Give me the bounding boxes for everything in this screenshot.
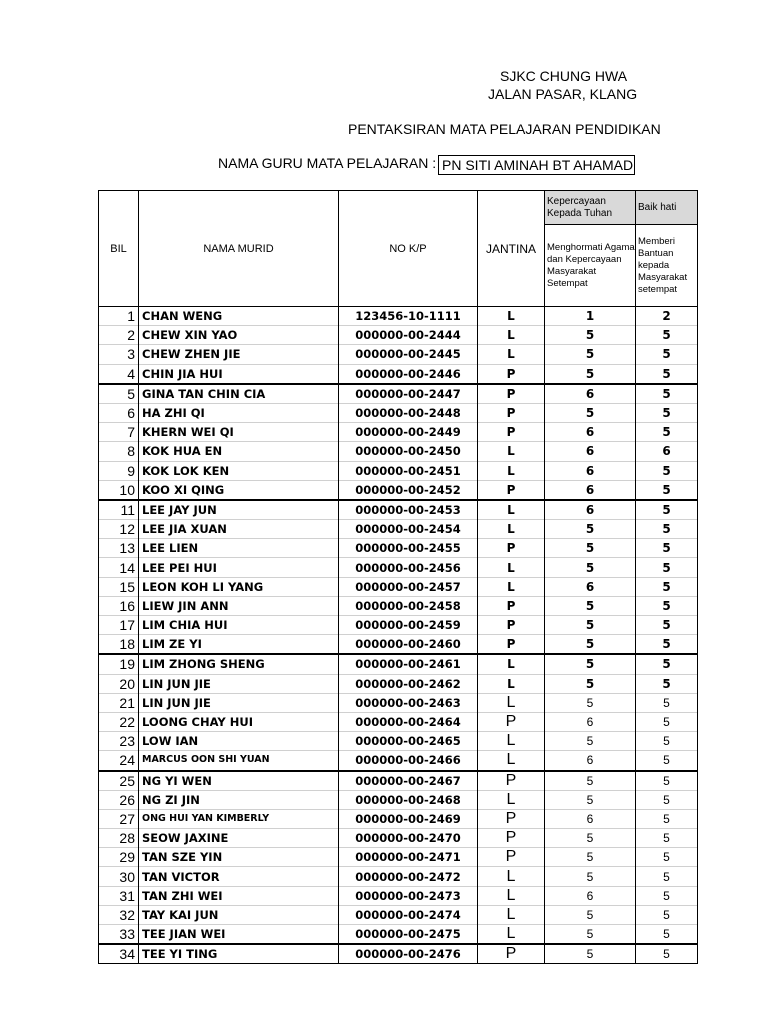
student-assessment-table [98, 190, 698, 964]
cell-ic[interactable]: 000000-00-2473 [339, 886, 478, 905]
cell-bil[interactable]: 25 [99, 771, 139, 791]
cell-name[interactable]: LIN JUN JIE [139, 674, 339, 693]
cell-bil[interactable]: 5 [99, 384, 139, 404]
cell-bil[interactable]: 23 [99, 732, 139, 751]
cell-gender[interactable]: P [478, 771, 545, 791]
cell-score-kepercayaan[interactable]: 5 [545, 732, 636, 751]
table-row [99, 674, 698, 693]
cell-ic[interactable]: 000000-00-2447 [339, 384, 478, 404]
cell-name[interactable]: TEE JIAN WEI [139, 925, 339, 945]
cell-bil[interactable]: 7 [99, 423, 139, 442]
cell-score-kepercayaan[interactable]: 5 [545, 558, 636, 577]
table-row [99, 539, 698, 558]
cell-gender[interactable]: L [478, 732, 545, 751]
cell-score-baik-hati[interactable]: 5 [636, 925, 698, 945]
cell-ic[interactable]: 123456-10-1111 [339, 307, 478, 326]
cell-bil[interactable]: 19 [99, 654, 139, 674]
cell-score-kepercayaan[interactable]: 6 [545, 809, 636, 828]
cell-score-baik-hati[interactable]: 5 [636, 364, 698, 384]
cell-ic[interactable]: 000000-00-2469 [339, 809, 478, 828]
cell-score-baik-hati[interactable]: 5 [636, 905, 698, 924]
cell-name[interactable]: LEE JIA XUAN [139, 520, 339, 539]
cell-gender[interactable]: P [478, 829, 545, 848]
cell-gender[interactable]: P [478, 616, 545, 635]
cell-bil[interactable]: 15 [99, 577, 139, 596]
cell-score-baik-hati[interactable]: 5 [636, 771, 698, 791]
cell-name[interactable]: LIM ZE YI [139, 635, 339, 655]
cell-bil[interactable]: 1 [99, 307, 139, 326]
cell-score-kepercayaan[interactable]: 5 [545, 364, 636, 384]
table-row [99, 905, 698, 924]
cell-name[interactable]: LEON KOH LI YANG [139, 577, 339, 596]
table-row [99, 867, 698, 886]
cell-score-baik-hati[interactable]: 5 [636, 848, 698, 867]
table-row [99, 596, 698, 615]
cell-name[interactable]: SEOW JAXINE [139, 829, 339, 848]
cell-score-baik-hati[interactable]: 5 [636, 944, 698, 964]
cell-score-kepercayaan[interactable]: 6 [545, 442, 636, 461]
cell-score-baik-hati[interactable]: 5 [636, 616, 698, 635]
cell-ic[interactable]: 000000-00-2457 [339, 577, 478, 596]
table-row [99, 616, 698, 635]
cell-ic[interactable]: 000000-00-2455 [339, 539, 478, 558]
cell-score-kepercayaan[interactable]: 6 [545, 500, 636, 520]
cell-ic[interactable]: 000000-00-2471 [339, 848, 478, 867]
cell-gender[interactable]: P [478, 809, 545, 828]
cell-bil[interactable]: 2 [99, 326, 139, 345]
table-row [99, 886, 698, 905]
cell-gender[interactable]: P [478, 423, 545, 442]
cell-ic[interactable]: 000000-00-2444 [339, 326, 478, 345]
cell-score-baik-hati[interactable]: 5 [636, 809, 698, 828]
cell-gender[interactable]: L [478, 442, 545, 461]
cell-score-kepercayaan[interactable]: 5 [545, 867, 636, 886]
cell-bil[interactable]: 8 [99, 442, 139, 461]
cell-name[interactable]: TAN VICTOR [139, 867, 339, 886]
cell-bil[interactable]: 10 [99, 480, 139, 500]
cell-score-kepercayaan[interactable]: 6 [545, 384, 636, 404]
cell-bil[interactable]: 29 [99, 848, 139, 867]
cell-gender[interactable]: L [478, 500, 545, 520]
table-row [99, 520, 698, 539]
cell-gender[interactable]: P [478, 384, 545, 404]
cell-bil[interactable]: 21 [99, 693, 139, 712]
table-row [99, 384, 698, 404]
cell-ic[interactable]: 000000-00-2452 [339, 480, 478, 500]
cell-score-kepercayaan[interactable]: 6 [545, 423, 636, 442]
cell-score-baik-hati[interactable]: 5 [636, 596, 698, 615]
cell-bil[interactable]: 14 [99, 558, 139, 577]
cell-bil[interactable]: 9 [99, 461, 139, 480]
cell-name[interactable]: KOK HUA EN [139, 442, 339, 461]
cell-gender[interactable]: L [478, 867, 545, 886]
cell-ic[interactable]: 000000-00-2463 [339, 693, 478, 712]
cell-ic[interactable]: 000000-00-2448 [339, 403, 478, 422]
table-row [99, 654, 698, 674]
cell-score-baik-hati[interactable]: 5 [636, 751, 698, 771]
cell-score-baik-hati[interactable]: 5 [636, 732, 698, 751]
cell-score-baik-hati[interactable]: 5 [636, 384, 698, 404]
cell-score-kepercayaan[interactable]: 5 [545, 616, 636, 635]
cell-score-kepercayaan[interactable]: 6 [545, 577, 636, 596]
cell-gender[interactable]: L [478, 886, 545, 905]
table-row [99, 442, 698, 461]
table-row [99, 751, 698, 771]
cell-ic[interactable]: 000000-00-2468 [339, 790, 478, 809]
cell-name[interactable]: NG YI WEN [139, 771, 339, 791]
cell-score-kepercayaan[interactable]: 6 [545, 886, 636, 905]
cell-name[interactable]: HA ZHI QI [139, 403, 339, 422]
cell-ic[interactable]: 000000-00-2451 [339, 461, 478, 480]
cell-bil[interactable]: 34 [99, 944, 139, 964]
cell-name[interactable]: GINA TAN CHIN CIA [139, 384, 339, 404]
cell-bil[interactable]: 4 [99, 364, 139, 384]
cell-score-kepercayaan[interactable]: 5 [545, 326, 636, 345]
cell-bil[interactable]: 28 [99, 829, 139, 848]
cell-name[interactable]: LEE LIEN [139, 539, 339, 558]
student-rows [99, 307, 698, 964]
cell-score-baik-hati[interactable]: 5 [636, 539, 698, 558]
table-row [99, 944, 698, 964]
table-row [99, 577, 698, 596]
cell-score-kepercayaan[interactable]: 6 [545, 461, 636, 480]
table-row [99, 423, 698, 442]
cell-ic[interactable]: 000000-00-2458 [339, 596, 478, 615]
cell-score-baik-hati[interactable]: 5 [636, 886, 698, 905]
cell-gender[interactable]: P [478, 364, 545, 384]
cell-ic[interactable]: 000000-00-2476 [339, 944, 478, 964]
cell-score-baik-hati[interactable]: 5 [636, 790, 698, 809]
cell-name[interactable]: TEE YI TING [139, 944, 339, 964]
cell-score-baik-hati[interactable]: 5 [636, 829, 698, 848]
cell-score-baik-hati[interactable]: 5 [636, 500, 698, 520]
table-row [99, 829, 698, 848]
cell-gender[interactable]: P [478, 596, 545, 615]
cell-gender[interactable]: L [478, 577, 545, 596]
cell-ic[interactable]: 000000-00-2465 [339, 732, 478, 751]
cell-score-kepercayaan[interactable]: 5 [545, 520, 636, 539]
cell-gender[interactable]: L [478, 674, 545, 693]
cell-gender[interactable]: L [478, 520, 545, 539]
cell-name[interactable]: KOK LOK KEN [139, 461, 339, 480]
cell-gender[interactable]: P [478, 848, 545, 867]
cell-gender[interactable]: L [478, 751, 545, 771]
table-row [99, 461, 698, 480]
cell-ic[interactable]: 000000-00-2459 [339, 616, 478, 635]
cell-name[interactable]: LOW IAN [139, 732, 339, 751]
cell-gender[interactable]: P [478, 403, 545, 422]
cell-name[interactable]: CHEW XIN YAO [139, 326, 339, 345]
cell-ic[interactable]: 000000-00-2454 [339, 520, 478, 539]
cell-score-kepercayaan[interactable]: 5 [545, 693, 636, 712]
table-row [99, 693, 698, 712]
cell-score-baik-hati[interactable]: 5 [636, 577, 698, 596]
cell-score-kepercayaan[interactable]: 5 [545, 345, 636, 364]
teacher-label: NAMA GURU MATA PELAJARAN : [218, 155, 437, 171]
cell-bil[interactable]: 11 [99, 500, 139, 520]
cell-gender[interactable]: L [478, 693, 545, 712]
cell-name[interactable]: TAN ZHI WEI [139, 886, 339, 905]
teacher-name-cell[interactable]: PN SITI AMINAH BT AHAMAD [438, 155, 635, 175]
cell-ic[interactable]: 000000-00-2461 [339, 654, 478, 674]
cell-ic[interactable]: 000000-00-2453 [339, 500, 478, 520]
cell-ic[interactable]: 000000-00-2462 [339, 674, 478, 693]
cell-name[interactable]: KOO XI QING [139, 480, 339, 500]
school-name: SJKC CHUNG HWA [500, 68, 628, 84]
cell-name[interactable]: LOONG CHAY HUI [139, 712, 339, 731]
cell-gender[interactable]: P [478, 539, 545, 558]
school-address: JALAN PASAR, KLANG [488, 86, 638, 102]
cell-score-baik-hati[interactable]: 5 [636, 345, 698, 364]
cell-ic[interactable]: 000000-00-2472 [339, 867, 478, 886]
cell-bil[interactable]: 24 [99, 751, 139, 771]
cell-name[interactable]: TAN SZE YIN [139, 848, 339, 867]
cell-bil[interactable]: 30 [99, 867, 139, 886]
cell-gender[interactable]: P [478, 712, 545, 731]
cell-name[interactable]: LEE JAY JUN [139, 500, 339, 520]
table-row [99, 848, 698, 867]
cell-score-baik-hati[interactable]: 5 [636, 423, 698, 442]
cell-score-baik-hati[interactable]: 5 [636, 326, 698, 345]
table-row [99, 558, 698, 577]
cell-gender[interactable]: L [478, 307, 545, 326]
cell-score-baik-hati[interactable]: 5 [636, 635, 698, 655]
cell-score-kepercayaan[interactable]: 5 [545, 674, 636, 693]
cell-name[interactable]: LEE PEI HUI [139, 558, 339, 577]
cell-gender[interactable]: L [478, 345, 545, 364]
header-group-kepercayaan: Kepercayaan Kepada Tuhan [545, 191, 636, 225]
cell-name[interactable]: LIEW JIN ANN [139, 596, 339, 615]
header-group-baik-hati: Baik hati [636, 191, 698, 225]
table-row [99, 364, 698, 384]
table-row [99, 307, 698, 326]
cell-bil[interactable]: 16 [99, 596, 139, 615]
table-row [99, 771, 698, 791]
cell-score-baik-hati[interactable]: 5 [636, 558, 698, 577]
cell-bil[interactable]: 22 [99, 712, 139, 731]
cell-score-kepercayaan[interactable]: 5 [545, 925, 636, 945]
cell-name[interactable]: MARCUS OON SHI YUAN [139, 751, 339, 771]
header-bil: BIL [99, 191, 139, 307]
cell-name[interactable]: ONG HUI YAN KIMBERLY [139, 809, 339, 828]
header-sub-baik-hati: Memberi Bantuan kepada Masyarakat setempat [636, 225, 698, 307]
cell-score-kepercayaan[interactable]: 5 [545, 829, 636, 848]
cell-score-kepercayaan[interactable]: 5 [545, 905, 636, 924]
cell-score-kepercayaan[interactable]: 6 [545, 480, 636, 500]
cell-bil[interactable]: 26 [99, 790, 139, 809]
cell-score-baik-hati[interactable]: 5 [636, 867, 698, 886]
cell-gender[interactable]: L [478, 326, 545, 345]
cell-name[interactable]: CHAN WENG [139, 307, 339, 326]
cell-ic[interactable]: 000000-00-2445 [339, 345, 478, 364]
table-row [99, 809, 698, 828]
cell-bil[interactable]: 6 [99, 403, 139, 422]
cell-ic[interactable]: 000000-00-2460 [339, 635, 478, 655]
table-row [99, 790, 698, 809]
cell-bil[interactable]: 20 [99, 674, 139, 693]
cell-bil[interactable]: 18 [99, 635, 139, 655]
cell-score-kepercayaan[interactable]: 5 [545, 790, 636, 809]
cell-ic[interactable]: 000000-00-2474 [339, 905, 478, 924]
table-row [99, 500, 698, 520]
cell-bil[interactable]: 27 [99, 809, 139, 828]
cell-score-kepercayaan[interactable]: 5 [545, 771, 636, 791]
cell-ic[interactable]: 000000-00-2450 [339, 442, 478, 461]
cell-bil[interactable]: 32 [99, 905, 139, 924]
table-row [99, 403, 698, 422]
cell-gender[interactable]: L [478, 790, 545, 809]
cell-gender[interactable]: L [478, 925, 545, 945]
table-row [99, 712, 698, 731]
cell-score-baik-hati[interactable]: 5 [636, 480, 698, 500]
cell-score-baik-hati[interactable]: 5 [636, 674, 698, 693]
cell-name[interactable]: LIN JUN JIE [139, 693, 339, 712]
cell-gender[interactable]: L [478, 905, 545, 924]
cell-score-kepercayaan[interactable]: 5 [545, 848, 636, 867]
cell-score-kepercayaan[interactable]: 6 [545, 751, 636, 771]
cell-score-baik-hati[interactable]: 5 [636, 654, 698, 674]
cell-gender[interactable]: L [478, 461, 545, 480]
cell-score-baik-hati[interactable]: 5 [636, 693, 698, 712]
cell-ic[interactable]: 000000-00-2467 [339, 771, 478, 791]
cell-bil[interactable]: 33 [99, 925, 139, 945]
cell-bil[interactable]: 12 [99, 520, 139, 539]
table-row [99, 326, 698, 345]
cell-score-baik-hati[interactable]: 2 [636, 307, 698, 326]
cell-score-kepercayaan[interactable]: 5 [545, 654, 636, 674]
cell-bil[interactable]: 17 [99, 616, 139, 635]
cell-score-kepercayaan[interactable]: 5 [545, 944, 636, 964]
cell-gender[interactable]: P [478, 944, 545, 964]
cell-score-kepercayaan[interactable]: 5 [545, 596, 636, 615]
cell-ic[interactable]: 000000-00-2475 [339, 925, 478, 945]
cell-bil[interactable]: 31 [99, 886, 139, 905]
header-name: NAMA MURID [139, 191, 339, 307]
cell-ic[interactable]: 000000-00-2466 [339, 751, 478, 771]
cell-name[interactable]: NG ZI JIN [139, 790, 339, 809]
cell-gender[interactable]: P [478, 480, 545, 500]
table-row [99, 635, 698, 655]
assessment-title: PENTAKSIRAN MATA PELAJARAN PENDIDIKAN [348, 121, 661, 137]
table-row [99, 480, 698, 500]
cell-score-kepercayaan[interactable]: 5 [545, 635, 636, 655]
cell-ic[interactable]: 000000-00-2470 [339, 829, 478, 848]
header-ic: NO K/P [339, 191, 478, 307]
cell-score-baik-hati[interactable]: 5 [636, 520, 698, 539]
cell-name[interactable]: TAY KAI JUN [139, 905, 339, 924]
cell-gender[interactable]: L [478, 558, 545, 577]
cell-score-baik-hati[interactable]: 5 [636, 461, 698, 480]
cell-name[interactable]: CHEW ZHEN JIE [139, 345, 339, 364]
cell-ic[interactable]: 000000-00-2446 [339, 364, 478, 384]
cell-ic[interactable]: 000000-00-2456 [339, 558, 478, 577]
table-row [99, 925, 698, 945]
cell-score-kepercayaan[interactable]: 5 [545, 539, 636, 558]
table-row [99, 732, 698, 751]
cell-bil[interactable]: 13 [99, 539, 139, 558]
cell-name[interactable]: LIM CHIA HUI [139, 616, 339, 635]
cell-ic[interactable]: 000000-00-2464 [339, 712, 478, 731]
cell-name[interactable]: CHIN JIA HUI [139, 364, 339, 384]
cell-bil[interactable]: 3 [99, 345, 139, 364]
cell-ic[interactable]: 000000-00-2449 [339, 423, 478, 442]
cell-gender[interactable]: L [478, 654, 545, 674]
cell-name[interactable]: LIM ZHONG SHENG [139, 654, 339, 674]
cell-score-kepercayaan[interactable]: 6 [545, 712, 636, 731]
cell-gender[interactable]: P [478, 635, 545, 655]
cell-name[interactable]: KHERN WEI QI [139, 423, 339, 442]
header-gender: JANTINA [478, 191, 545, 307]
header-sub-kepercayaan: Menghormati Agama dan Kepercayaan Masyarakat Setempat [545, 225, 636, 307]
cell-score-kepercayaan[interactable]: 5 [545, 403, 636, 422]
cell-score-kepercayaan[interactable]: 1 [545, 307, 636, 326]
cell-score-baik-hati[interactable]: 5 [636, 403, 698, 422]
cell-score-baik-hati[interactable]: 5 [636, 712, 698, 731]
cell-score-baik-hati[interactable]: 6 [636, 442, 698, 461]
table-row [99, 345, 698, 364]
